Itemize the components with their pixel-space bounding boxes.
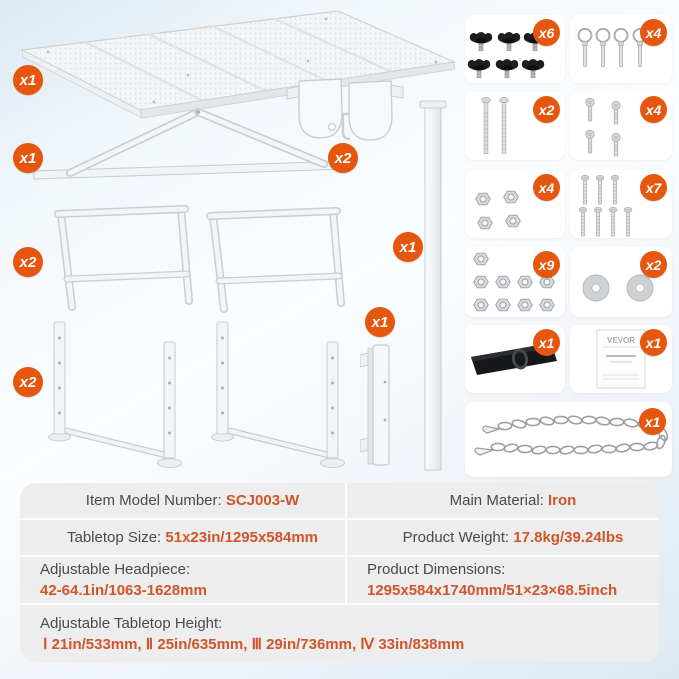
hardware-card-manual [570, 325, 672, 393]
spec-row-dimensions [347, 557, 659, 603]
spec-row-model [20, 483, 345, 518]
hardware-card-chain [465, 402, 672, 477]
qty-badge-short-bolts [640, 96, 667, 123]
qty-badge-long-bolts [533, 96, 560, 123]
qty-label: x1 [371, 313, 389, 331]
spec-row-tabletop-size [20, 520, 345, 555]
spec-label: Adjustable Tabletop Height: [40, 614, 223, 632]
hardware-card-ring-pins [570, 15, 672, 83]
qty-label: x2 [334, 149, 352, 167]
qty-badge-knobs [533, 19, 560, 46]
mounting-rail-drawing [360, 340, 400, 470]
hardware-card-nuts [465, 247, 565, 317]
spec-value: Ⅰ 21in/533mm, Ⅱ 25in/635mm, Ⅲ 29in/736mm, Ⅳ 33in/838mm [43, 635, 465, 653]
qty-label: x4 [538, 179, 555, 196]
hardware-card-knobs [465, 15, 565, 83]
spec-row-weight [347, 520, 659, 555]
qty-badge-hanging-brackets [328, 143, 358, 173]
spec-label: Product Weight: [402, 529, 514, 546]
qty-badge-manual [640, 329, 667, 356]
qty-label: x9 [538, 256, 555, 273]
spec-row-height [20, 605, 659, 662]
qty-badge-side-frames [13, 247, 43, 277]
spec-label: Item Model Number: [85, 492, 226, 509]
qty-badge-chain [639, 408, 666, 435]
spec-value: 1295x584x1740mm/51×23×68.5inch [367, 582, 618, 599]
support-pole-drawing [417, 98, 449, 474]
spec-table [20, 483, 659, 662]
manual-brand-text: VEVOR [606, 336, 636, 345]
spec-row-headpiece [20, 557, 345, 603]
qty-badge-screws [640, 174, 667, 201]
qty-label: x4 [645, 24, 662, 41]
qty-label: x1 [399, 238, 417, 256]
qty-label: x2 [19, 253, 37, 271]
hardware-card-screws [570, 170, 672, 238]
qty-label: x2 [19, 373, 37, 391]
spec-label: Adjustable Headpiece: [40, 561, 191, 578]
qty-label: x1 [19, 149, 37, 167]
qty-label: x4 [645, 101, 662, 118]
spec-label: Product Dimensions: [367, 561, 506, 578]
qty-badge-mounting-rail [365, 307, 395, 337]
qty-label: x1 [645, 334, 662, 351]
spec-label: Tabletop Size: [66, 529, 166, 546]
qty-badge-nuts [533, 251, 560, 278]
qty-label: x7 [645, 179, 662, 196]
spec-row-material [347, 483, 659, 518]
qty-badge-support-pole [393, 232, 423, 262]
side-frames-drawing [46, 202, 346, 314]
hardware-card-lock-nuts [465, 170, 565, 238]
qty-badge-lock-nuts [533, 174, 560, 201]
spec-value: 17.8kg/39.24lbs [513, 529, 624, 546]
hardware-card-strap [465, 325, 565, 393]
qty-label: x2 [645, 256, 662, 273]
qty-badge-strap [533, 329, 560, 356]
qty-label: x1 [538, 334, 555, 351]
qty-label: x1 [19, 71, 37, 89]
qty-badge-washers [640, 251, 667, 278]
spec-value: SCJ003-W [225, 492, 300, 509]
qty-label: x2 [538, 101, 555, 118]
hardware-card-washers [570, 247, 672, 317]
qty-badge-leg-assemblies [13, 367, 43, 397]
qty-badge-tabletop [13, 65, 43, 95]
qty-label: x1 [644, 413, 661, 430]
qty-label: x6 [538, 24, 555, 41]
spec-value: 42-64.1in/1063-1628mm [40, 582, 207, 599]
hardware-card-long-bolts [465, 92, 565, 160]
spec-value: 51x23in/1295x584mm [165, 529, 319, 546]
spec-value: Iron [548, 492, 577, 509]
hardware-card-short-bolts [570, 92, 672, 160]
qty-badge-ring-pins [640, 19, 667, 46]
hanging-brackets-drawing [285, 72, 405, 150]
leg-assemblies-drawing [42, 316, 354, 474]
qty-badge-triangle-brace [13, 143, 43, 173]
spec-label: Main Material: [449, 492, 549, 509]
